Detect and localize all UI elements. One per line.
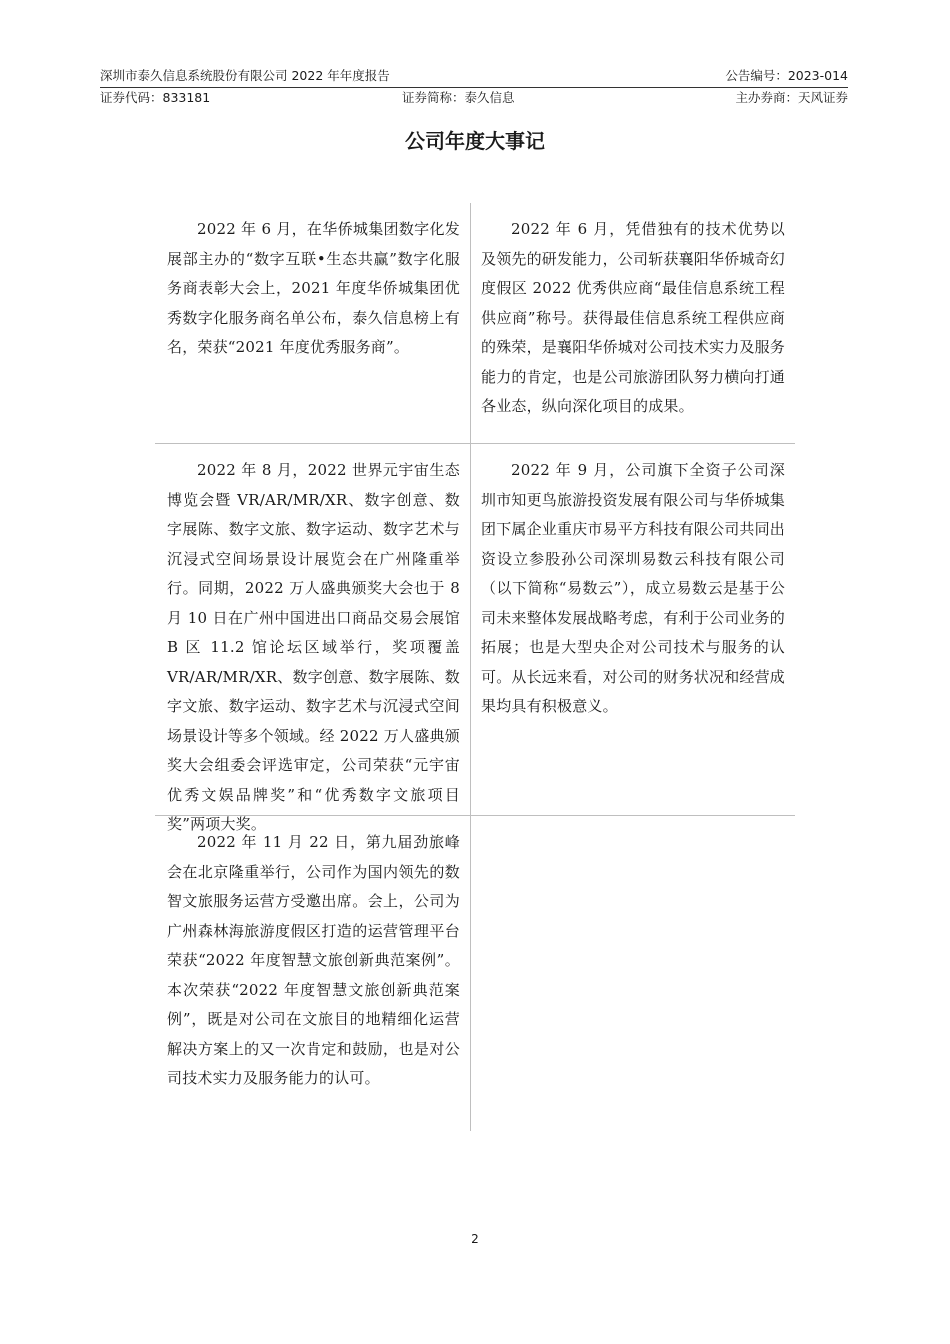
header-divider: [100, 87, 848, 88]
event-cell: 2022 年 6 月，在华侨城集团数字化发展部主办的“数字互联•生态共赢”数字化服务商表彰大会上，2021 年度华侨城集团优秀数字化服务商名单公布，泰久信息榜上有名，荣获“2021 年度优秀服务商”。: [155, 203, 471, 443]
announcement-number: 公告编号：2023-014: [725, 68, 848, 83]
event-cell: 2022 年 11 月 22 日，第九届劲旅峰会在北京隆重举行，公司作为国内领先的数智文旅服务运营方受邀出席。会上，公司为广州森林海旅游度假区打造的运营管理平台荣获“2022 年度智慧文旅创新典范案例”。本次荣获“2022 年度智慧文旅创新典范案例”，既是对公司在文旅目的地精细化运营解决方案上的又一次肯定和鼓励，也是对公司技术实力及服务能力的认可。: [155, 816, 471, 1131]
table-row: [155, 816, 795, 1131]
report-title: 深圳市泰久信息系统股份有限公司 2022 年年度报告: [100, 68, 390, 83]
table-row: [155, 203, 795, 444]
stock-code: 证券代码：833181: [100, 90, 211, 105]
table-row: [155, 444, 795, 833]
event-cell: 2022 年 8 月，2022 世界元宇宙生态博览会暨 VR/AR/MR/XR、数字创意、数字展陈、数字文旅、数字运动、数字艺术与沉浸式空间场景设计展览会在广州隆重举行。同期，2022 万人盛典颁奖大会也于 8 月 10 日在广州中国进出口商品交易会展馆 B 区 11.2 馆论坛区域举行，奖项覆盖 VR/AR/MR/XR、数字创意、数字展陈、数字文旅、数字运动、数字艺术与沉浸式空间场景设计等多个领域。经 2022 万人盛典颁奖大会组委会评选审定，公司荣获“元宇宙优秀文娱品牌奖”和“优秀数字文旅项目奖”两项大奖。: [155, 444, 471, 815]
events-table: [155, 203, 795, 1131]
page-number: 2: [471, 1232, 479, 1246]
page-title: 公司年度大事记: [405, 129, 545, 153]
sponsor-broker: 主办券商：天风证券: [735, 90, 848, 105]
stock-short-name: 证券简称：泰久信息: [402, 90, 515, 105]
event-cell: 2022 年 9 月，公司旗下全资子公司深圳市知更鸟旅游投资发展有限公司与华侨城集团下属企业重庆市易平方科技有限公司共同出资设立参股孙公司深圳易数云科技有限公司（以下简称“易数云”），成立易数云是基于公司未来整体发展战略考虑，有利于公司业务的拓展；也是大型央企对公司技术与服务的认可。从长远来看，对公司的财务状况和经营成果均具有积极意义。: [481, 461, 786, 715]
event-cell-empty: [471, 816, 795, 1131]
event-cell: 2022 年 6 月，凭借独有的技术优势以及领先的研发能力，公司斩获襄阳华侨城奇幻度假区 2022 优秀供应商“最佳信息系统工程供应商”称号。获得最佳信息系统工程供应商的殊荣，是襄阳华侨城对公司技术实力及服务能力的肯定，也是公司旅游团队努力横向打通各业态，纵向深化项目的成果。: [481, 220, 786, 415]
